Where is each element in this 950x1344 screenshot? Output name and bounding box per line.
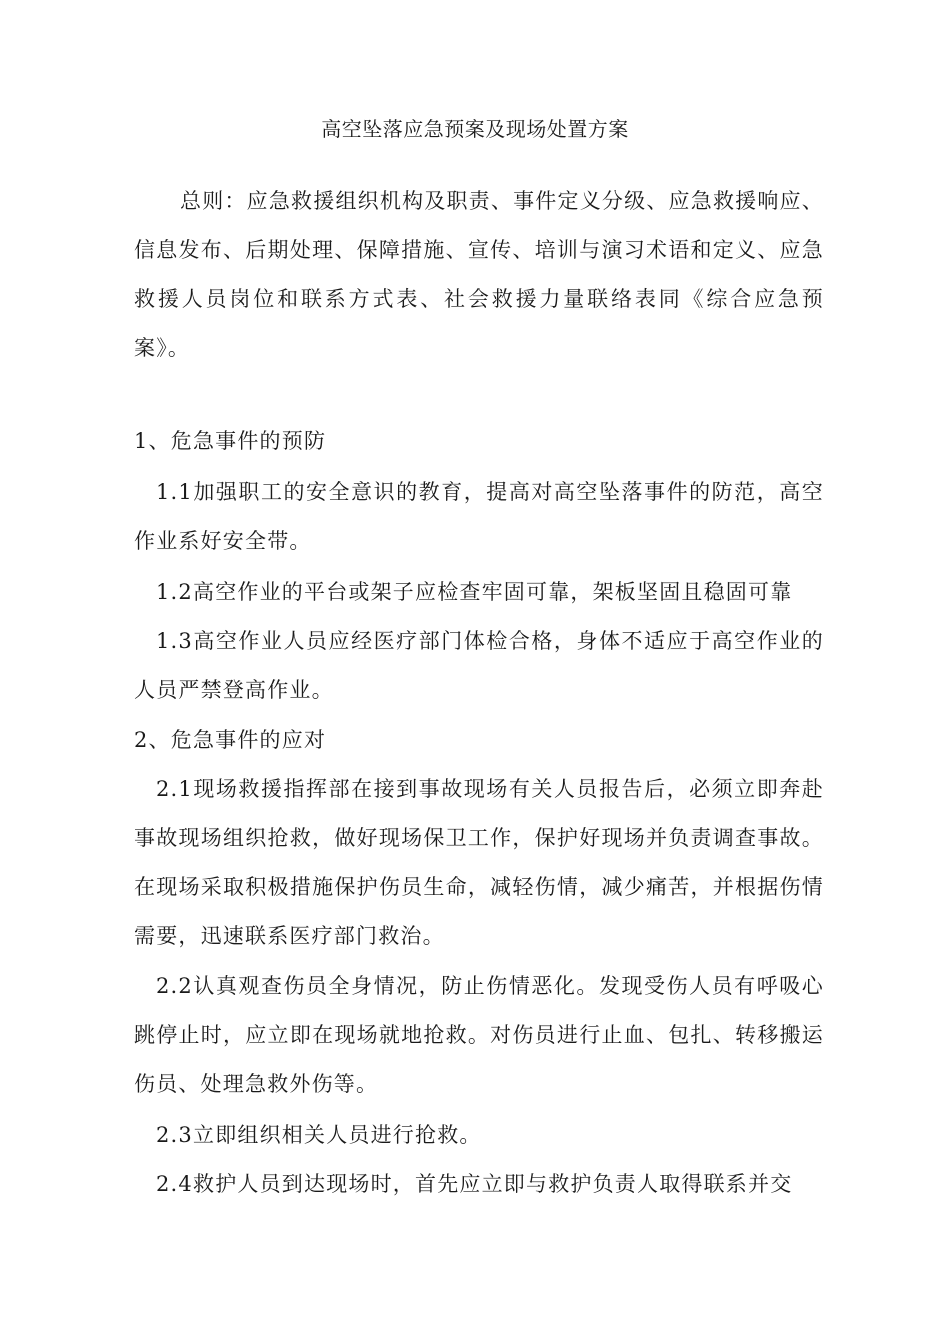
item-2-1: 2.1现场救援指挥部在接到事故现场有关人员报告后，必须立即奔赴事故现场组织抢救，做好现场保卫工作，保护好现场并负责调查事故。在现场采取积极措施保护伤员生命，减轻伤情，减少痛苦，并根据伤情需要，迅速联系医疗部门救治。 <box>134 777 824 948</box>
item-2-3: 2.3立即组织相关人员进行抢救。 <box>156 1123 482 1147</box>
section-2-heading: 2、危急事件的应对 <box>134 728 327 752</box>
document-title: 高空坠落应急预案及现场处置方案 <box>321 117 629 141</box>
item-1-3: 1.3高空作业人员应经医疗部门体检合格，身体不适应于高空作业的人员严禁登高作业。 <box>134 629 824 702</box>
item-2-2: 2.2认真观查伤员全身情况，防止伤情恶化。发现受伤人员有呼吸心跳停止时，应立即在现场就地抢救。对伤员进行止血、包扎、转移搬运伤员、处理急救外伤等。 <box>134 974 824 1096</box>
item-1-1: 1.1加强职工的安全意识的教育，提高对高空坠落事件的防范，高空作业系好安全带。 <box>134 480 824 553</box>
item-2-4: 2.4救护人员到达现场时，首先应立即与救护负责人取得联系并交 <box>156 1172 793 1196</box>
section-1-heading: 1、危急事件的预防 <box>134 429 327 453</box>
general-paragraph: 总则：应急救援组织机构及职责、事件定义分级、应急救援响应、信息发布、后期处理、保障措施、宣传、培训与演习术语和定义、应急救援人员岗位和联系方式表、社会救援力量联络表同《综合应急预案》。 <box>134 189 824 360</box>
item-1-2: 1.2高空作业的平台或架子应检查牢固可靠，架板坚固且稳固可靠 <box>156 580 793 604</box>
